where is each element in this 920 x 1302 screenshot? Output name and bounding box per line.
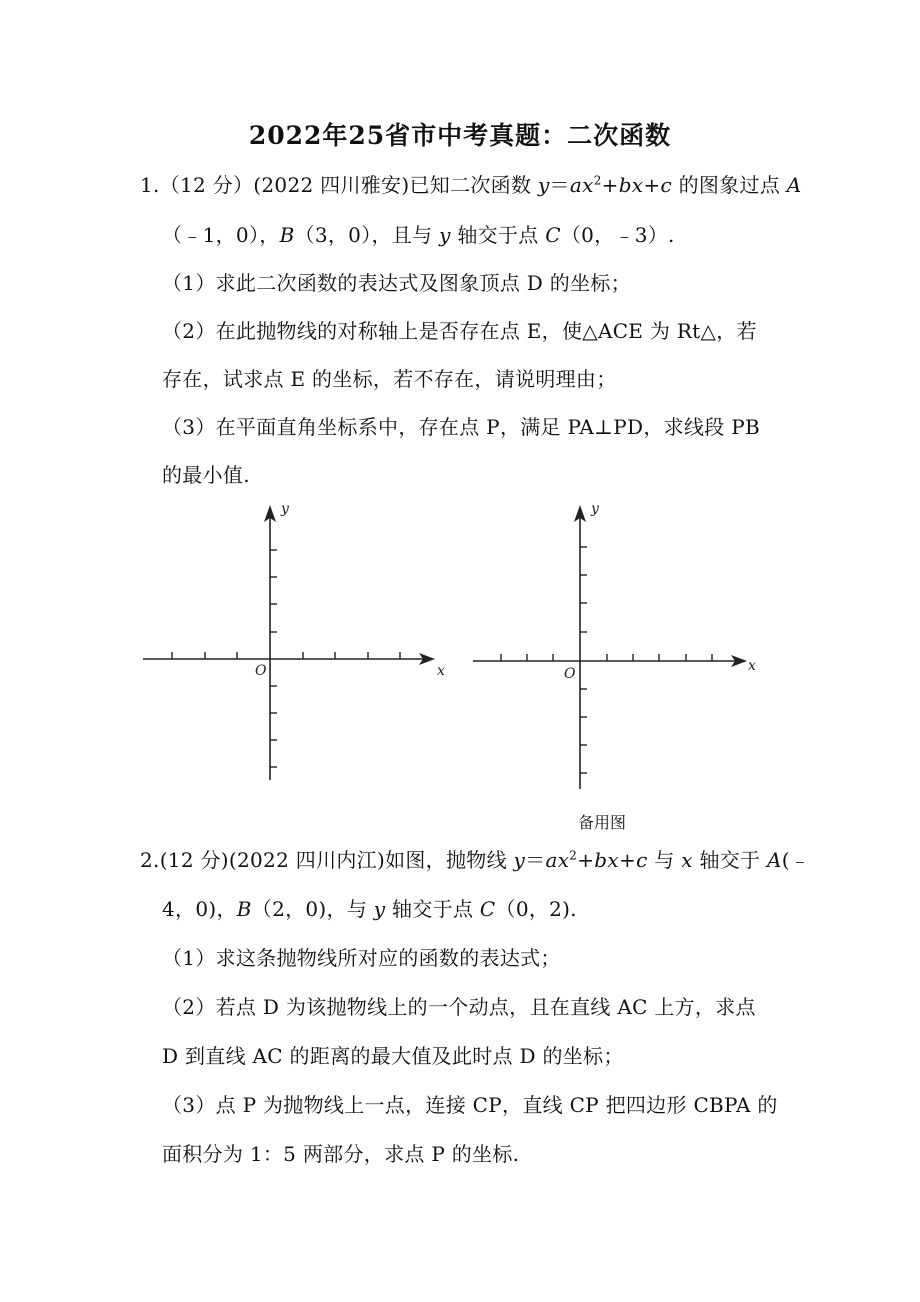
coordinate-grid-backup [470, 495, 765, 795]
q2-part3-line1: （3）点 P 为抛物线上一点，连接 CP，直线 CP 把四边形 CBPA 的 [162, 1093, 778, 1117]
y-axis-label-backup: y [591, 501, 599, 517]
coordinate-grid-main [135, 495, 465, 795]
q2-formula: $y=ax^2+bx+c$ [513, 848, 648, 872]
q2-part3-line2: 面积分为 1：5 两部分，求点 P 的坐标. [162, 1142, 520, 1166]
q2-part2-line2: D 到直线 AC 的距离的最大值及此时点 D 的坐标； [162, 1044, 624, 1068]
x-axis-label-backup: x [748, 658, 756, 674]
q2-stem-line2: 4，0)，B（2，0)，与 y 轴交于点 C（0，2). [162, 897, 577, 921]
q2-source: (2022 四川内江) [228, 848, 386, 872]
backup-figure-caption: 备用图 [578, 813, 627, 832]
q1-score: （12 分） [159, 173, 254, 197]
q1-part3-line1: （3）在平面直角坐标系中，存在点 P，满足 PA⊥PD，求线段 PB [162, 415, 760, 439]
q2-number: 2. [140, 848, 160, 872]
y-ticks-backup [580, 547, 587, 773]
q2-part2-line1: （2）若点 D 为该抛物线上的一个动点，且在直线 AC 上方，求点 [162, 995, 756, 1019]
x-ticks [172, 652, 400, 659]
q1-formula: $y=ax^2+bx+c$ [537, 173, 672, 197]
origin-label: O [255, 663, 267, 679]
q1-part1: （1）求此二次函数的表达式及图象顶点 D 的坐标； [162, 271, 631, 295]
x-axis-label: x [437, 663, 445, 679]
q1-number: 1. [140, 173, 160, 197]
q2-part1: （1）求这条抛物线所对应的函数的表达式； [162, 946, 561, 970]
origin-label-backup: O [564, 666, 576, 682]
y-axis-label: y [281, 501, 289, 517]
page-title: 2022年25省市中考真题：二次函数 [248, 121, 672, 150]
q1-point-a: A [786, 173, 802, 197]
q2-stem-line1: 2.(12 分)(2022 四川内江)如图，抛物线 $y=ax^2+bx+c$ 与 x 轴交于 A(﹣ [140, 848, 811, 872]
q1-stem-line2: （﹣1，0），B（3，0），且与 y 轴交于点 C（0，﹣3）. [162, 223, 675, 247]
x-ticks-backup [501, 654, 712, 661]
q1-part2-line2: 存在，试求点 E 的坐标，若不存在，请说明理由； [162, 367, 617, 391]
q1-source: (2022 四川雅安) [253, 173, 410, 197]
q2-score: (12 分) [159, 848, 229, 872]
q1-part2-line1: （2）在此抛物线的对称轴上是否存在点 E，使△ACE 为 Rt△，若 [162, 319, 757, 343]
q1-part3-line2: 的最小值. [162, 463, 250, 487]
q1-stem-line1: 1.（12 分）(2022 四川雅安)已知二次函数 $y=ax^2+bx+c$ 的图象过点 A [140, 173, 802, 197]
